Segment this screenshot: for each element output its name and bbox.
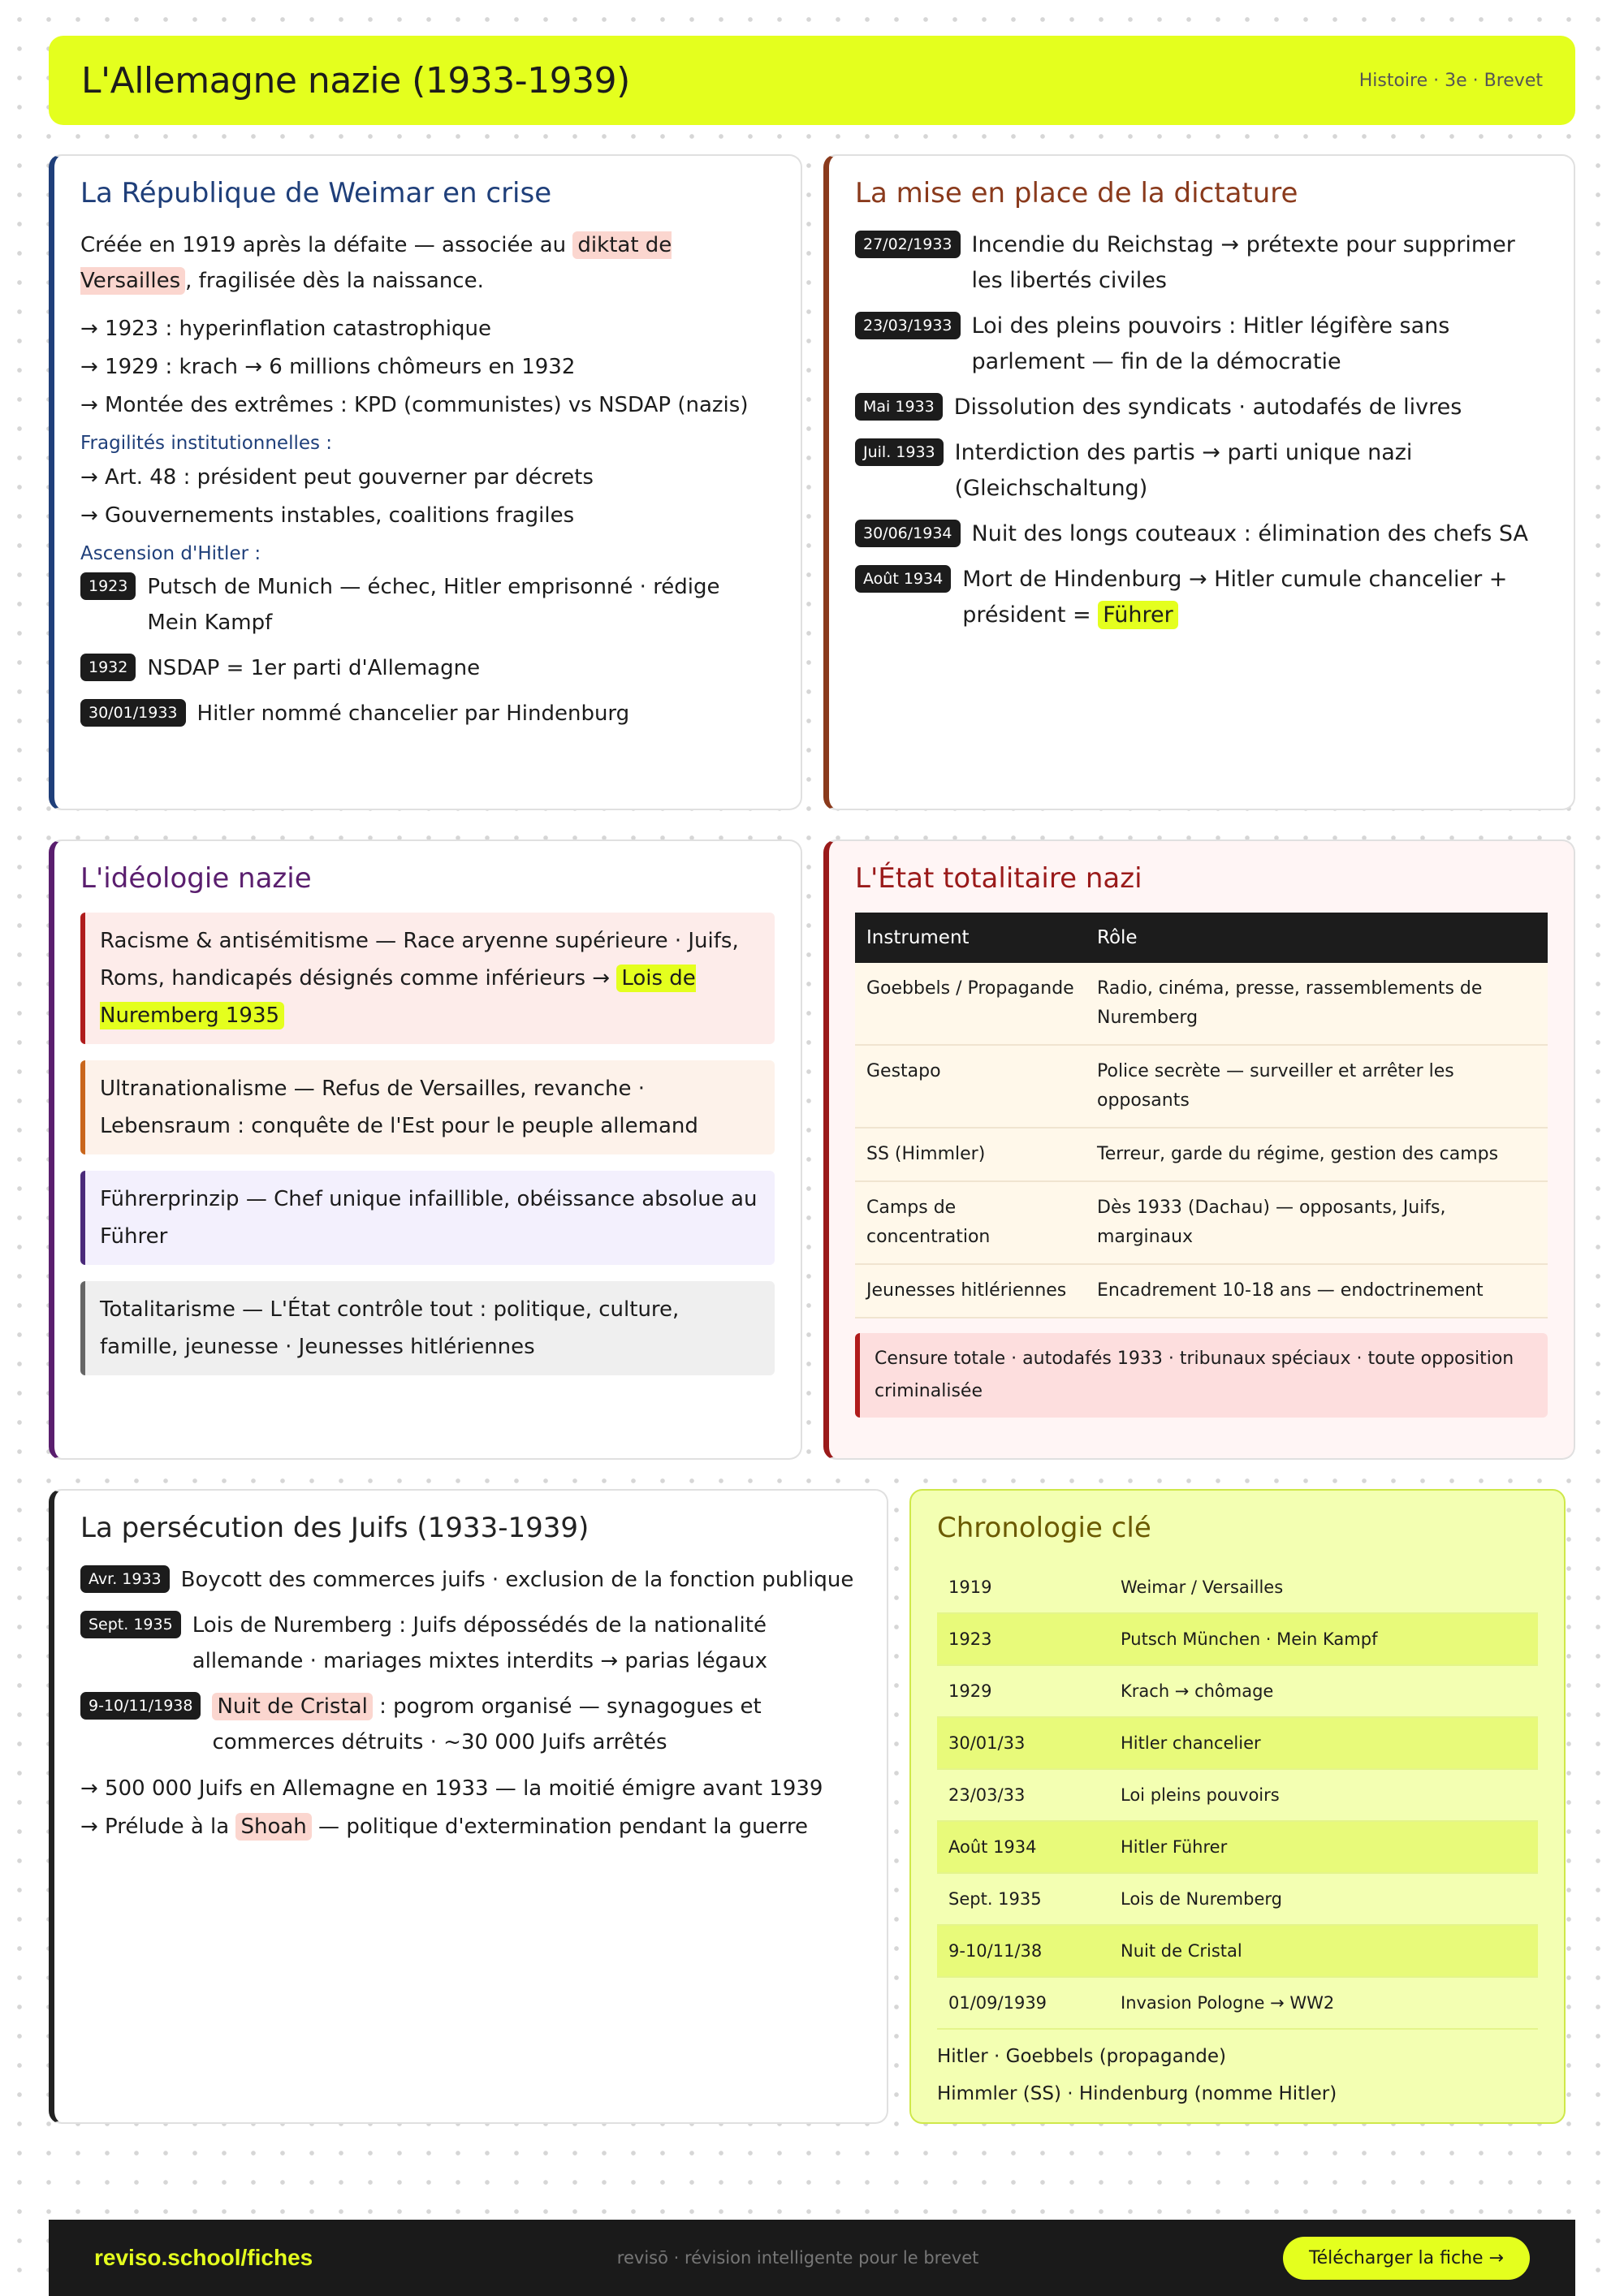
- chrono-date: 1923: [937, 1613, 1109, 1665]
- ideology-box-nationalisme: Ultranationalisme — Refus de Versailles, revanche · Lebensraum : conquête de l'Est pour le peuple allemand: [80, 1060, 775, 1154]
- chrono-event: Hitler Führer: [1109, 1821, 1538, 1873]
- event-row: [855, 227, 1548, 299]
- date-badge: 1923: [80, 572, 136, 600]
- card-weimar: [49, 154, 802, 810]
- card-dictature-title: La mise en place de la dictature: [855, 177, 1298, 209]
- card-weimar-title: La République de Weimar en crise: [80, 177, 552, 209]
- event-row: [855, 435, 1548, 507]
- card-dictature: [823, 154, 1575, 810]
- date-badge: 9-10/11/1938: [80, 1692, 201, 1720]
- chrono-event: Nuit de Cristal: [1109, 1925, 1538, 1977]
- download-button[interactable]: Télécharger la fiche →: [1283, 2237, 1530, 2280]
- racisme-text: Racisme & antisémitisme — Race aryenne supérieure · Juifs, Roms, handicapés désignés comme inférieurs →: [100, 929, 739, 990]
- event-row: [80, 569, 775, 641]
- card-etat-title: L'État totalitaire nazi: [855, 862, 1142, 895]
- table-row: [937, 1665, 1538, 1717]
- shoah-after: — politique d'extermination pendant la guerre: [311, 1815, 808, 1839]
- role-cell: Police secrète — surveiller et arrêter les opposants: [1086, 1045, 1548, 1128]
- event-row: [80, 1689, 861, 1760]
- page-header: [49, 36, 1575, 125]
- date-badge: 23/03/1933: [855, 312, 961, 339]
- subheading-ascension: Ascension d'Hitler :: [80, 543, 261, 564]
- instrument-cell: Goebbels / Propagande: [855, 963, 1086, 1045]
- subject-meta: Histoire · 3e · Brevet: [1358, 70, 1543, 91]
- chrono-event: Putsch München · Mein Kampf: [1109, 1613, 1538, 1665]
- highlight-shoah: Shoah: [235, 1813, 311, 1841]
- card-etat-totalitaire: [823, 839, 1575, 1460]
- footer-tagline: revisō · révision intelligente pour le brevet: [616, 2248, 979, 2268]
- chrono-date: Août 1934: [937, 1821, 1109, 1873]
- table-row: [937, 1769, 1538, 1821]
- event-text: Nuit des longs couteaux : élimination des chefs SA: [971, 521, 1528, 546]
- table-row: [937, 1613, 1538, 1665]
- ideology-box-totalitarisme: Totalitarisme — L'État contrôle tout : politique, culture, famille, jeunesse · Jeunesses hitlériennes: [80, 1281, 775, 1375]
- date-badge: Août 1934: [855, 565, 951, 593]
- event-row: [80, 650, 775, 686]
- chrono-date: 01/09/1939: [937, 1977, 1109, 2029]
- chrono-date: 1929: [937, 1665, 1109, 1717]
- card-ideologie-title: L'idéologie nazie: [80, 862, 312, 895]
- chrono-date: Sept. 1935: [937, 1873, 1109, 1925]
- role-cell: Dès 1933 (Dachau) — opposants, Juifs, marginaux: [1086, 1181, 1548, 1264]
- weimar-point: → Montée des extrêmes : KPD (communistes) vs NSDAP (nazis): [80, 393, 749, 417]
- event-text: Interdiction des partis → parti unique nazi (Gleichschaltung): [954, 440, 1413, 501]
- fragilite-item: → Gouvernements instables, coalitions fragiles: [80, 503, 575, 528]
- key-people: [937, 2038, 1538, 2113]
- chrono-event: Weimar / Versailles: [1109, 1562, 1538, 1613]
- event-row: [80, 696, 775, 732]
- card-chronologie-title: Chronologie clé: [937, 1512, 1151, 1544]
- highlight-nuit-cristal: Nuit de Cristal: [212, 1693, 372, 1720]
- card-ideologie: [49, 839, 802, 1460]
- table-header-row: [855, 913, 1548, 963]
- event-text: Dissolution des syndicats · autodafés de livres: [953, 395, 1462, 420]
- event-text: NSDAP = 1er parti d'Allemagne: [147, 656, 481, 680]
- weimar-intro-after: , fragilisée dès la naissance.: [185, 269, 484, 293]
- date-badge: Avr. 1933: [80, 1565, 170, 1593]
- event-text: Hitler nommé chancelier par Hindenburg: [197, 701, 630, 726]
- chrono-event: Hitler chancelier: [1109, 1717, 1538, 1769]
- table-row: [855, 1128, 1548, 1181]
- chrono-event: Loi pleins pouvoirs: [1109, 1769, 1538, 1821]
- date-badge: Sept. 1935: [80, 1611, 181, 1638]
- event-text: [212, 1689, 861, 1760]
- page-title: L'Allemagne nazie (1933-1939): [81, 59, 630, 101]
- event-row: [855, 309, 1548, 380]
- highlight-versailles: diktat de Versailles: [80, 233, 672, 293]
- juifs-line: → 500 000 Juifs en Allemagne en 1933 — la moitié émigre avant 1939: [80, 1776, 823, 1801]
- highlight-nuremberg: Lois de Nuremberg 1935: [100, 966, 696, 1028]
- weimar-intro: [80, 227, 775, 299]
- column-header-instrument: Instrument: [855, 913, 1086, 963]
- chrono-event: Invasion Pologne → WW2: [1109, 1977, 1538, 2029]
- cristal-text: : pogrom organisé — synagogues et commerces détruits · ~30 000 Juifs arrêtés: [212, 1694, 762, 1754]
- event-text: [962, 562, 1548, 633]
- date-badge: 1932: [80, 654, 136, 681]
- site-link[interactable]: reviso.school/fiches: [94, 2245, 313, 2270]
- instrument-cell: Camps de concentration: [855, 1181, 1086, 1264]
- date-badge: 30/06/1934: [855, 520, 961, 547]
- weimar-point: → 1929 : krach → 6 millions chômeurs en 1932: [80, 355, 576, 379]
- event-text: Incendie du Reichstag → prétexte pour supprimer les libertés civiles: [971, 232, 1515, 293]
- date-badge: Juil. 1933: [855, 438, 944, 466]
- event-row: [80, 1608, 861, 1679]
- table-row: [855, 1045, 1548, 1128]
- table-row: [937, 1873, 1538, 1925]
- instrument-cell: SS (Himmler): [855, 1128, 1086, 1181]
- role-cell: Terreur, garde du régime, gestion des camps: [1086, 1128, 1548, 1181]
- weimar-intro-before: Créée en 1919 après la défaite — associée au: [80, 233, 573, 257]
- card-persecution: [49, 1489, 888, 2124]
- event-row: [855, 562, 1548, 633]
- highlight-fuhrer: Führer: [1098, 601, 1178, 629]
- chrono-event: Lois de Nuremberg: [1109, 1873, 1538, 1925]
- instruments-table: [855, 913, 1548, 1318]
- chrono-event: Krach → chômage: [1109, 1665, 1538, 1717]
- ideology-box-fuhrerprinzip: Führerprinzip — Chef unique infaillible, obéissance absolue au Führer: [80, 1171, 775, 1265]
- chronology-table: [937, 1562, 1538, 2030]
- table-row: [937, 1821, 1538, 1873]
- page-footer: [49, 2220, 1575, 2296]
- date-badge: 27/02/1933: [855, 231, 961, 258]
- table-row: [855, 1264, 1548, 1318]
- event-row: [855, 516, 1548, 552]
- event-row: [855, 390, 1548, 425]
- instrument-cell: Jeunesses hitlériennes: [855, 1264, 1086, 1318]
- table-row: [855, 963, 1548, 1045]
- people-line: Himmler (SS) · Hindenburg (nomme Hitler): [937, 2083, 1337, 2104]
- card-persecution-title: La persécution des Juifs (1933-1939): [80, 1512, 590, 1544]
- table-row: [937, 1977, 1538, 2029]
- role-cell: Encadrement 10-18 ans — endoctrinement: [1086, 1264, 1548, 1318]
- chrono-date: 9-10/11/38: [937, 1925, 1109, 1977]
- juifs-line: [80, 1808, 861, 1846]
- role-cell: Radio, cinéma, presse, rassemblements de Nuremberg: [1086, 963, 1548, 1045]
- column-header-role: Rôle: [1086, 913, 1548, 963]
- weimar-points: [80, 310, 775, 425]
- event-text: Putsch de Munich — échec, Hitler emprisonné · rédige Mein Kampf: [147, 575, 720, 635]
- table-row: [937, 1717, 1538, 1769]
- date-badge: 30/01/1933: [80, 699, 186, 727]
- shoah-before: → Prélude à la: [80, 1815, 236, 1839]
- event-text: Boycott des commerces juifs · exclusion de la fonction publique: [180, 1568, 854, 1592]
- event-text-main: Mort de Hindenburg → Hitler cumule chancelier + président =: [962, 567, 1508, 628]
- subheading-fragilites: Fragilités institutionnelles :: [80, 433, 333, 454]
- date-badge: Mai 1933: [855, 393, 943, 421]
- weimar-point: → 1923 : hyperinflation catastrophique: [80, 317, 491, 341]
- people-line: Hitler · Goebbels (propagande): [937, 2046, 1226, 2067]
- ideology-box-racisme: [80, 913, 775, 1044]
- chrono-date: 1919: [937, 1562, 1109, 1613]
- card-chronologie: [909, 1489, 1566, 2124]
- event-text: Lois de Nuremberg : Juifs dépossédés de la nationalité allemande · mariages mixtes interdits → parias légaux: [192, 1613, 767, 1673]
- fragilite-item: → Art. 48 : président peut gouverner par décrets: [80, 465, 594, 490]
- table-row: [937, 1562, 1538, 1613]
- instrument-cell: Gestapo: [855, 1045, 1086, 1128]
- chrono-date: 30/01/33: [937, 1717, 1109, 1769]
- event-text: Loi des pleins pouvoirs : Hitler légifère sans parlement — fin de la démocratie: [971, 313, 1450, 374]
- table-row: [937, 1925, 1538, 1977]
- table-row: [855, 1181, 1548, 1264]
- chrono-date: 23/03/33: [937, 1769, 1109, 1821]
- event-row: [80, 1562, 861, 1598]
- censure-note: Censure totale · autodafés 1933 · tribunaux spéciaux · toute opposition criminalisée: [855, 1333, 1548, 1418]
